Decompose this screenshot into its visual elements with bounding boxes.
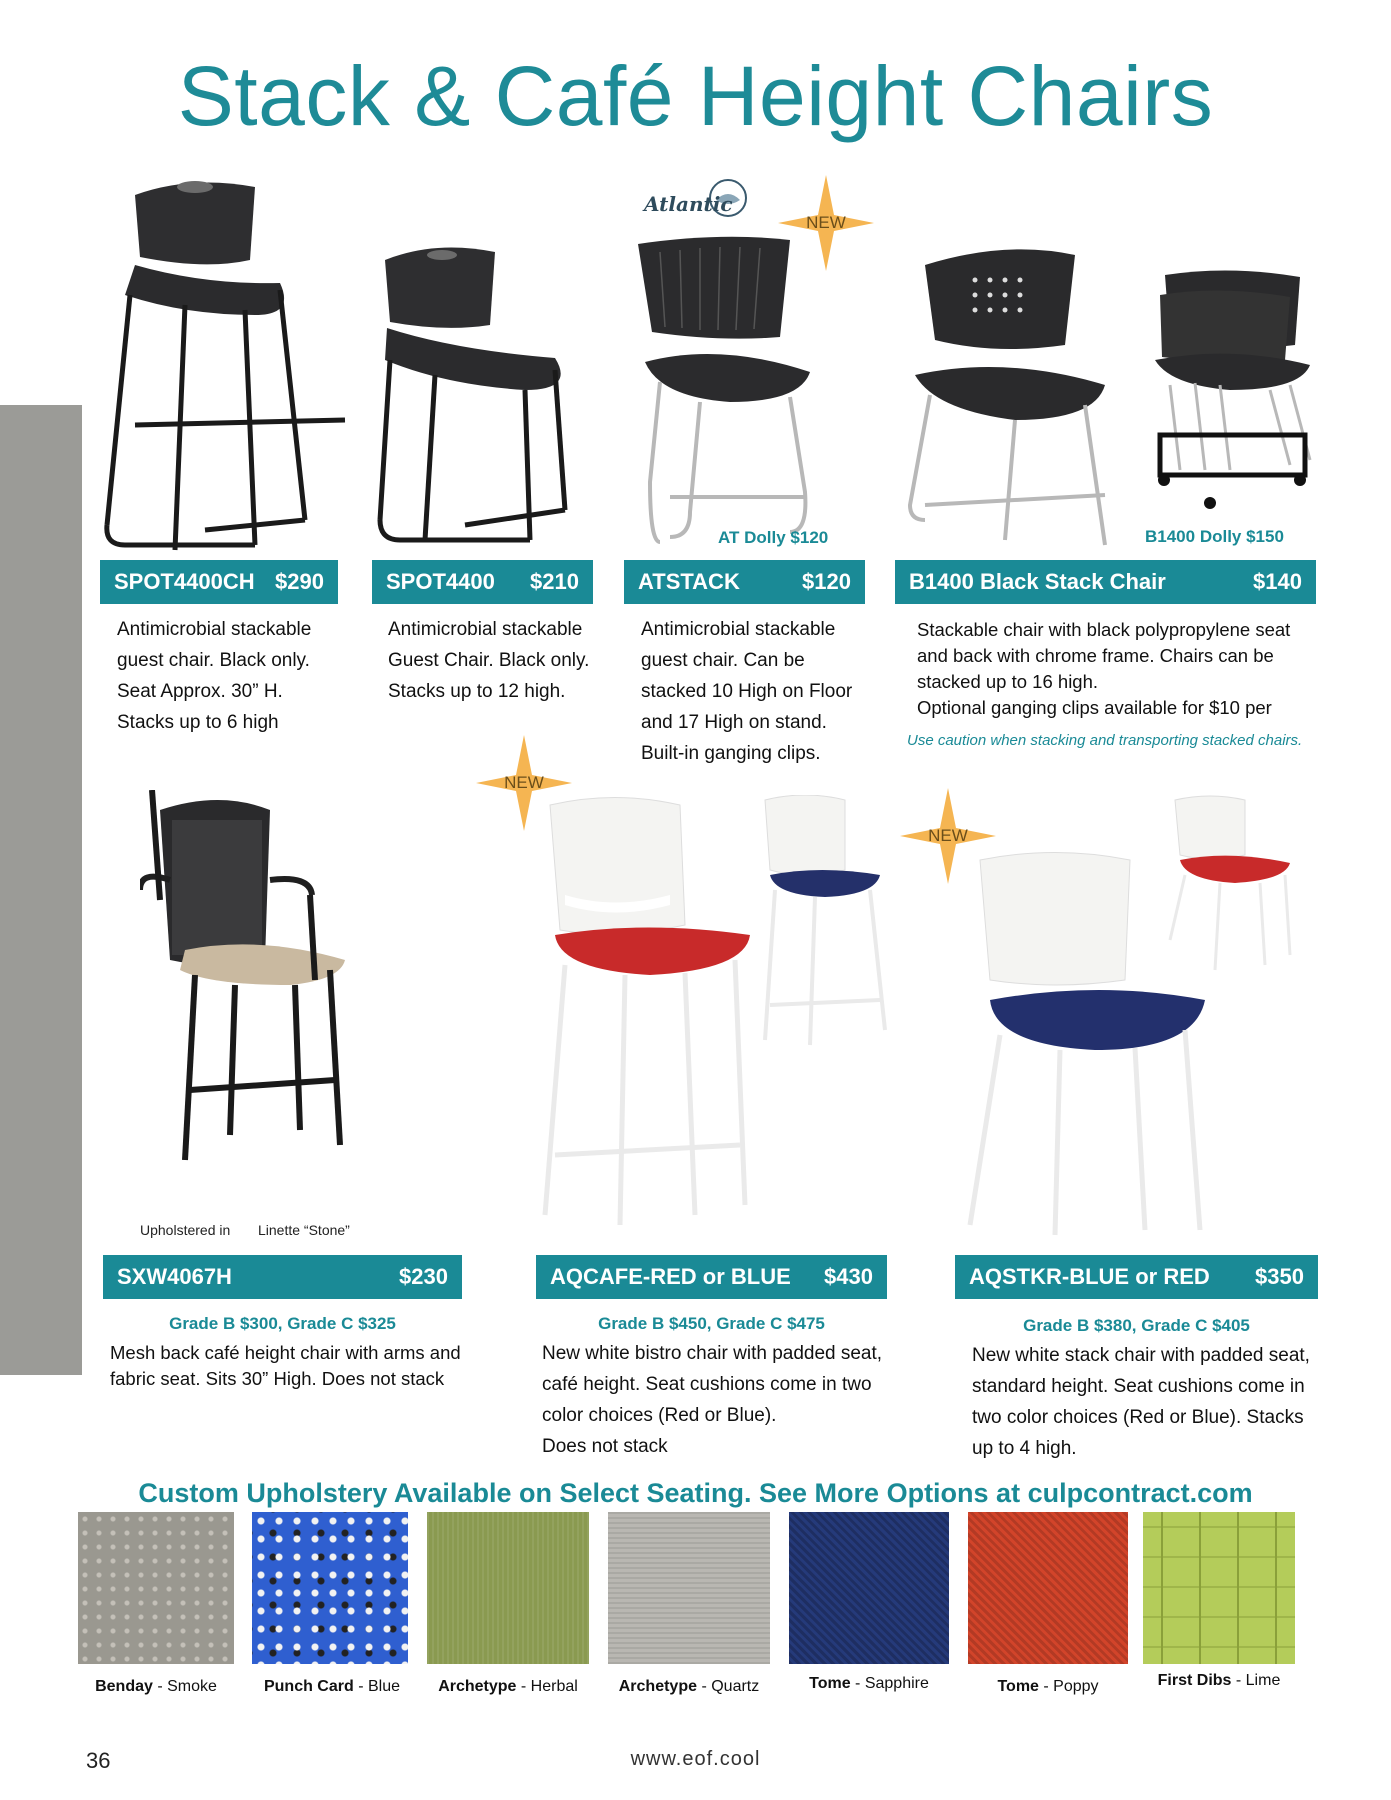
product-code: AQSTKR-BLUE or RED — [969, 1264, 1210, 1289]
product-code: B1400 Black Stack Chair — [909, 569, 1166, 594]
aqcafe-bar — [536, 1255, 887, 1299]
product-price: $290 — [275, 569, 324, 594]
atstack-photo — [630, 232, 820, 552]
atlantic-logo-text: Atlantic — [644, 192, 733, 216]
product-price: $350 — [1255, 1264, 1304, 1289]
upholstery-heading: Custom Upholstery Available on Select Seating. See More Options at culpcontract.com — [138, 1478, 1253, 1508]
fabric-label: Archetype - Quartz — [618, 1678, 760, 1695]
sxw4067h-grade-prices: Grade B $300, Grade C $325 — [169, 1314, 396, 1333]
product-price: $230 — [399, 1264, 448, 1289]
spot4400ch-photo — [95, 165, 355, 555]
b1400-dolly-price: B1400 Dolly $150 — [1145, 527, 1284, 546]
sxw4067h-bar — [103, 1255, 462, 1299]
aqcafe-description: New white bistro chair with padded seat, café height. Seat cushions come in two color choices (Red or Blue). Does not stack — [542, 1343, 883, 1457]
stacking-caution: Use caution when stacking and transporting stacked chairs. — [907, 732, 1303, 749]
b1400-dolly-photo — [1150, 265, 1320, 515]
aqstkr-bar — [955, 1255, 1318, 1299]
product-price: $430 — [824, 1264, 873, 1289]
atstack-bar — [624, 560, 865, 604]
page-number: 36 — [86, 1748, 111, 1773]
atlantic-logo — [640, 178, 760, 222]
aqstkr-red-photo — [1165, 795, 1295, 975]
product-code: AQCAFE-RED or BLUE — [550, 1264, 791, 1289]
fabric-label: Benday - Smoke — [95, 1678, 217, 1695]
spot4400-bar — [372, 560, 593, 604]
product-code: ATSTACK — [638, 569, 740, 594]
upholstery-note-label: Upholstered in — [140, 1222, 231, 1238]
fabric-label: Tome - Sapphire — [809, 1675, 929, 1692]
atstack-description: Antimicrobial stackable guest chair. Can be stacked 10 High on Floor and 17 High on stand. Built-in ganging clips. — [641, 619, 853, 764]
swatch-benday-smoke — [78, 1512, 234, 1664]
spot4400-photo — [375, 240, 605, 555]
b1400-photo — [905, 245, 1145, 550]
page-title: Stack & Café Height Chairs — [177, 49, 1214, 143]
swatch-first-dibs-lime — [1143, 1512, 1295, 1664]
sxw4067h-description: Mesh back café height chair with arms and fabric seat. Sits 30” High. Does not stack — [110, 1342, 461, 1389]
b1400-description: Stackable chair with black polypropylene seat and back with chrome frame. Chairs can be stacked up to 16 high. Optional ganging clips available for $10 per — [917, 619, 1291, 718]
fabric-label: Archetype - Herbal — [438, 1678, 578, 1695]
aqstkr-grade-prices: Grade B $380, Grade C $405 — [1023, 1316, 1250, 1335]
new-badge: NEW — [778, 175, 874, 271]
product-price: $140 — [1253, 569, 1302, 594]
aqcafe-grade-prices: Grade B $450, Grade C $475 — [598, 1314, 825, 1333]
swatch-archetype-quartz — [608, 1512, 770, 1664]
fabric-label: First Dibs - Lime — [1157, 1672, 1281, 1689]
aqcafe-blue-photo — [760, 795, 895, 1055]
product-code: SPOT4400CH — [114, 569, 255, 594]
website-url: www.eof.cool — [630, 1748, 761, 1770]
product-price: $120 — [802, 569, 851, 594]
swatch-punch-card-blue — [252, 1512, 408, 1664]
aqcafe-red-photo — [535, 795, 750, 1235]
swatch-tome-sapphire — [789, 1512, 949, 1664]
fabric-label: Tome - Poppy — [997, 1678, 1099, 1695]
product-code: SPOT4400 — [386, 569, 495, 594]
product-code: SXW4067H — [117, 1264, 232, 1289]
sxw4067h-photo — [140, 790, 420, 1170]
upholstery-note-fabric: Linette “Stone” — [258, 1222, 350, 1238]
spot4400ch-description: Antimicrobial stackable guest chair. Black only. Seat Approx. 30” H. Stacks up to 6 high — [117, 619, 312, 733]
atstack-dolly-price: AT Dolly $120 — [718, 528, 829, 547]
swatch-tome-poppy — [968, 1512, 1128, 1664]
product-price: $210 — [530, 569, 579, 594]
new-badge: NEW — [900, 788, 996, 884]
b1400-bar — [895, 560, 1316, 604]
spot4400ch-bar — [100, 560, 338, 604]
swatch-archetype-herbal — [427, 1512, 589, 1664]
fabric-label: Punch Card - Blue — [263, 1678, 401, 1695]
spot4400-description: Antimicrobial stackable Guest Chair. Black only. Stacks up to 12 high. — [388, 619, 590, 702]
new-badge: NEW — [476, 735, 572, 831]
aqstkr-description: New white stack chair with padded seat, standard height. Seat cushions come in two color choices (Red or Blue). Stacks up to 4 high. — [972, 1345, 1310, 1459]
side-tab — [0, 405, 82, 1375]
